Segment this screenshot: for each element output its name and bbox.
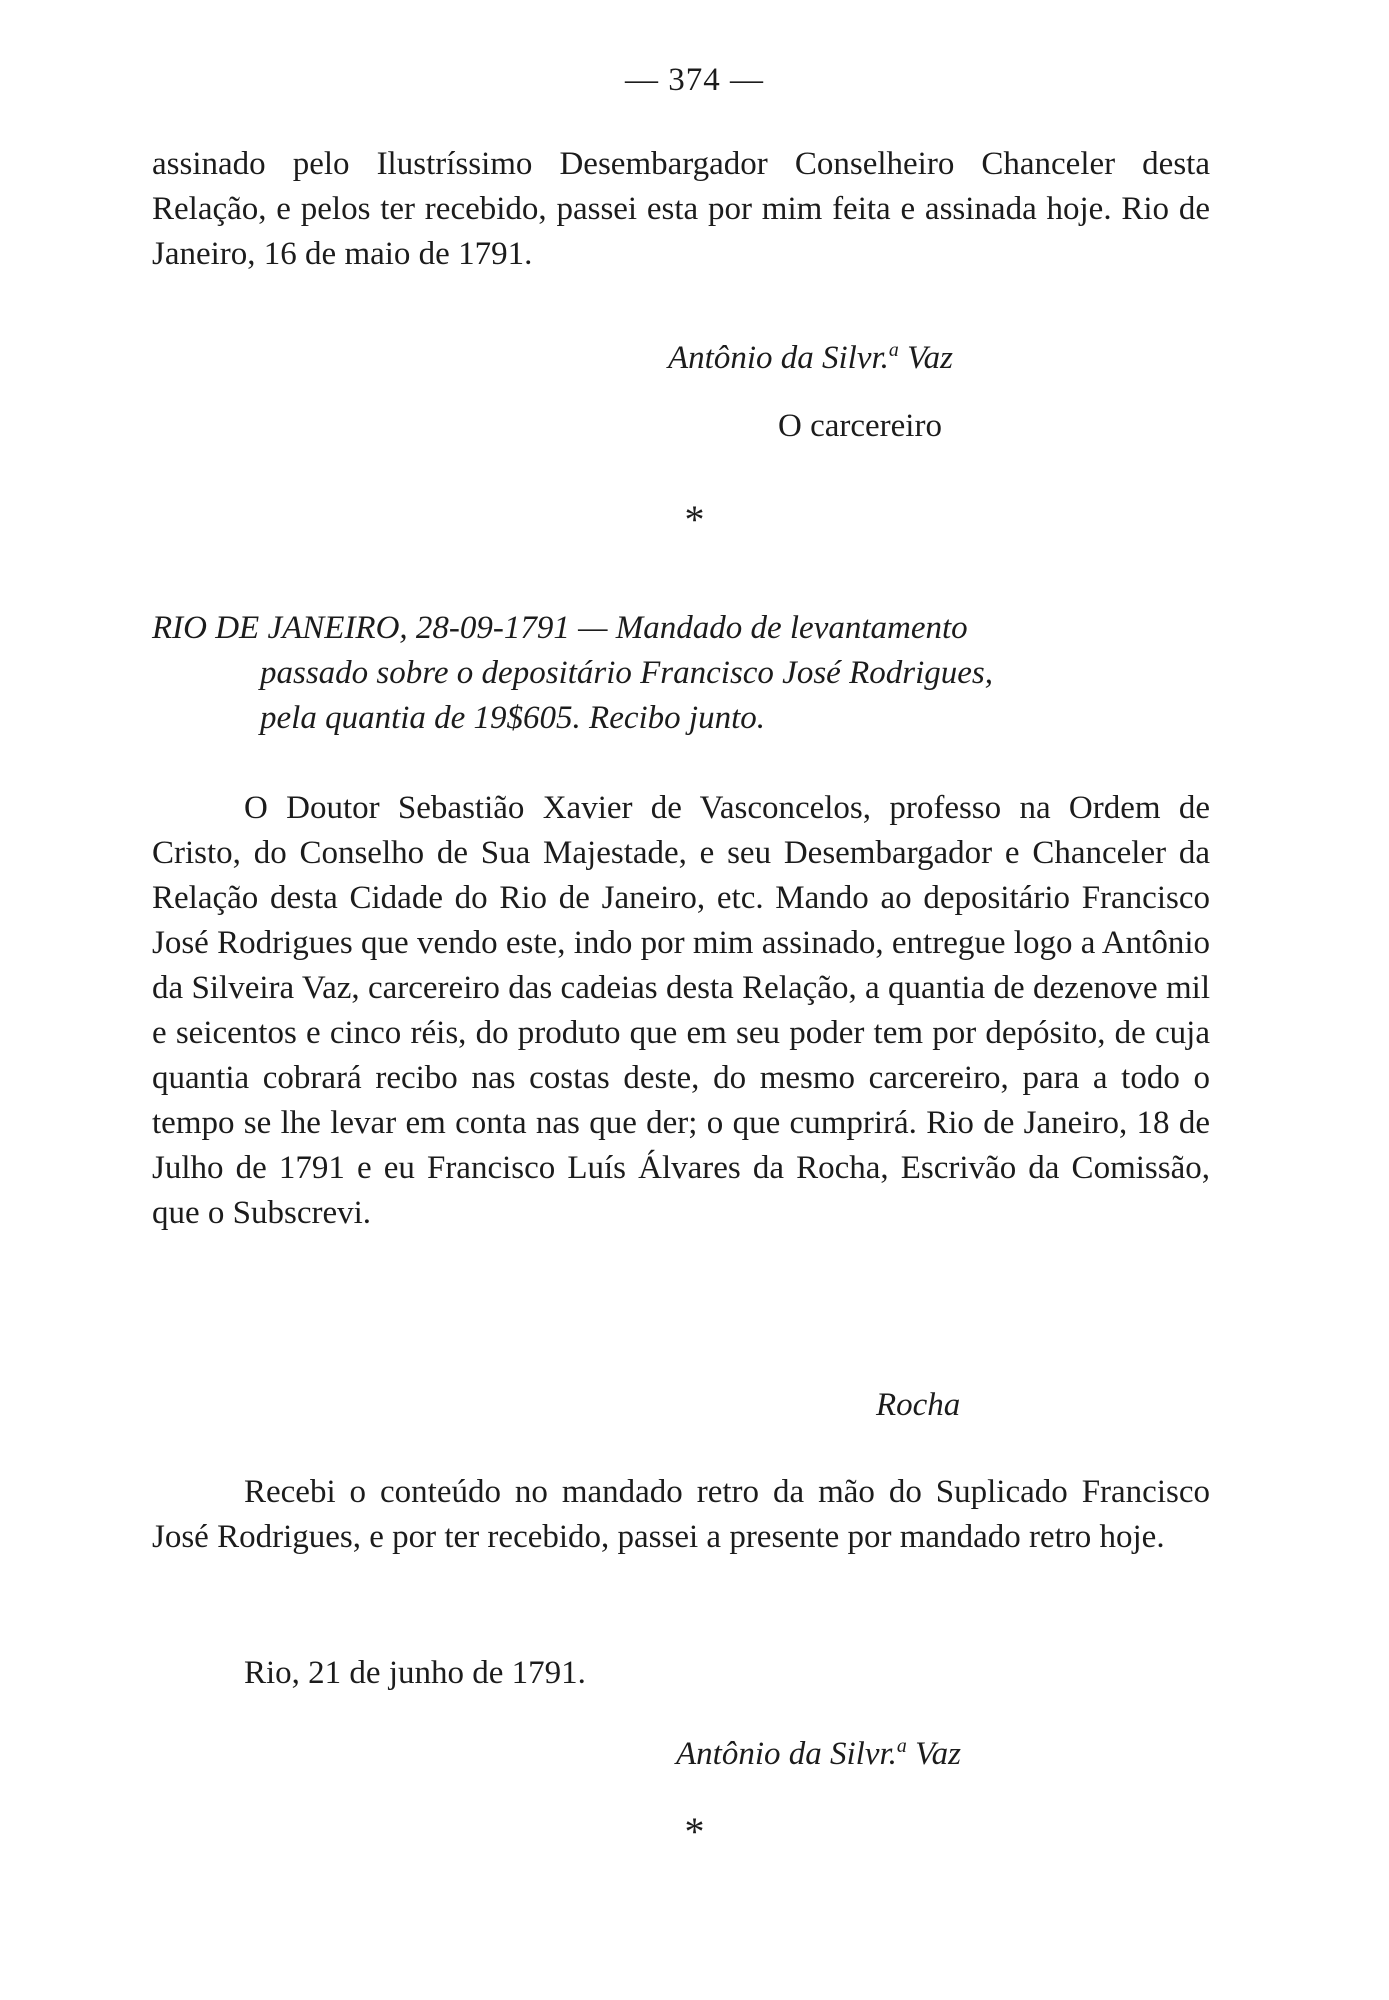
signature-role: O carcereiro	[778, 408, 942, 444]
document-heading	[152, 606, 1210, 741]
signature-superscript: a	[888, 339, 899, 361]
signature-rocha: Rocha	[876, 1387, 961, 1423]
signature-surname: Vaz	[915, 1736, 961, 1772]
signature-surname: Vaz	[907, 340, 953, 376]
signature-antonio-2	[676, 1736, 961, 1773]
paragraph-receipt-2: Recebi o conteúdo no mandado retro da mão do Suplicado Francisco José Rodrigues, e por ter recebido, passei a presente por mandado retro hoje.	[152, 1474, 1210, 1555]
signature-name: Antônio da Silvr.	[668, 340, 889, 376]
section-separator: *	[684, 497, 705, 542]
heading-line-2: passado sobre o depositário Francisco José Rodrigues,	[260, 655, 993, 691]
paragraph-mandate: O Doutor Sebastião Xavier de Vasconcelos, professo na Ordem de Cristo, do Conselho de Sua Majestade, e seu Desembargador e Chanceler da Relação desta Cidade do Rio de Janeiro, etc. Mando ao depositário Francisco José Rodrigues que vendo este, indo por mim assinado, entregue logo a Antônio da Silveira Vaz, carcereiro das cadeias desta Relação, a quantia de dezenove mil e seicentos e cinco réis, do produto que em seu poder tem por depósito, de cuja quantia cobrará recibo nas costas deste, do mesmo carcereiro, para a todo o tempo se lhe levar em conta nas que der; o que cumprirá. Rio de Janeiro, 18 de Julho de 1791 e eu Francisco Luís Álvares da Rocha, Escrivão da Comissão, que o Subscrevi.	[152, 790, 1210, 1231]
signature-superscript: a	[896, 1735, 907, 1757]
section-separator-end: *	[684, 1809, 705, 1854]
date-line: Rio, 21 de junho de 1791.	[244, 1655, 586, 1691]
page-number: — 374 —	[625, 62, 764, 98]
signature-name: Antônio da Silvr.	[676, 1736, 897, 1772]
paragraph-receipt-1: assinado pelo Ilustríssimo Desembargador Conselheiro Chanceler desta Relação, e pelos ter recebido, passei esta por mim feita e assinada hoje. Rio de Janeiro, 16 de maio de 1791.	[152, 146, 1210, 272]
heading-line-3: pela quantia de 19$605. Recibo junto.	[260, 700, 766, 736]
heading-line-1: RIO DE JANEIRO, 28-09-1791 — Mandado de levantamento	[152, 610, 968, 646]
signature-antonio-1	[668, 340, 953, 377]
